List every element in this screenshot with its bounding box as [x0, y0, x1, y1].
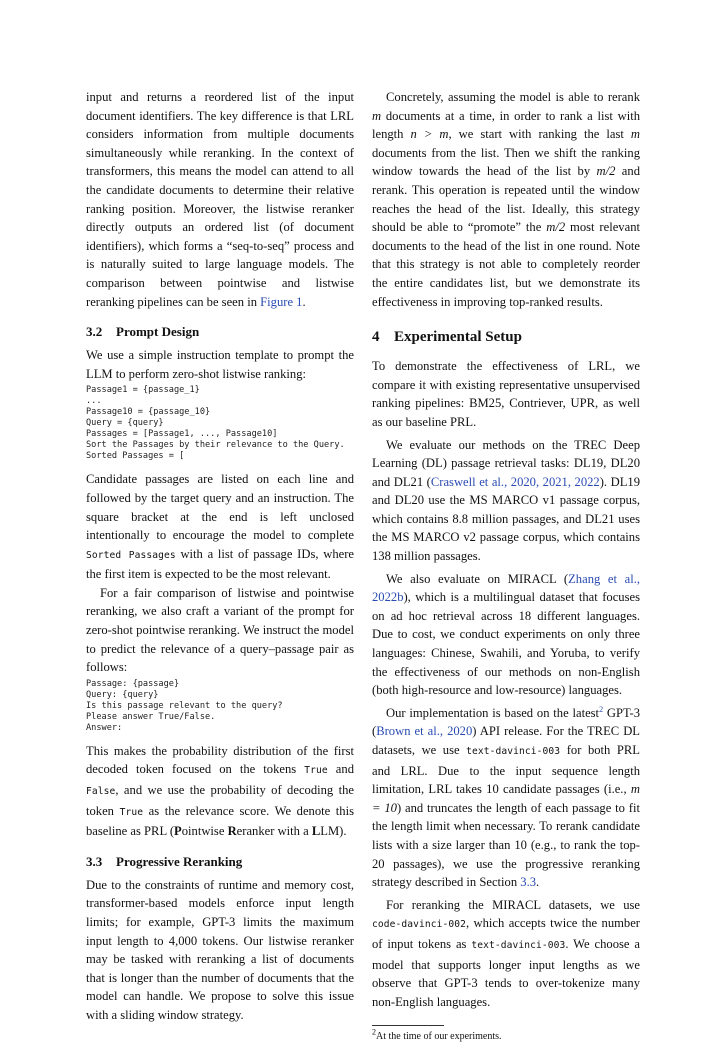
section-3-3-link[interactable]: 3.3	[520, 875, 537, 890]
paragraph-pointwise-variant: For a fair comparison of listwise and pointwise reranking, we also craft a variant of the prompt for zero-shot pointwise reranking. We instruct the model to predict the relevance of a query–passage pair as follows:	[86, 585, 354, 675]
figure-1-link[interactable]: Figure 1	[260, 294, 303, 309]
paragraph-miracl: We also evaluate on MIRACL (Zhang et al., 2022b), which is a multilingual dataset that focuses on ad hoc retrieval across 18 different languages. Due to cost, we conduct experiments on only three languages: Chinese, Swahili, and Yoruba, to verify the effectiveness of our methods on non-English (both high-resource and low-resource) languages.	[372, 571, 640, 698]
paragraph-prompt-intro: We use a simple instruction template to prompt the LLM to perform zero-shot listwise ranking:	[86, 348, 354, 381]
brown-citation-link[interactable]: Brown et al., 2020	[376, 724, 473, 739]
footnote-divider	[372, 1025, 444, 1026]
inline-code-text-davinci-003-2: text-davinci-003	[471, 939, 566, 951]
pointwise-prompt-template: Passage: {passage} Query: {query} Is this passage relevant to the query? Please answer True/False. Answer:	[86, 678, 283, 733]
section-heading-4: 4 Experimental Setup	[372, 329, 522, 346]
inline-code-true: True	[304, 765, 328, 777]
paragraph-probability: This makes the probability distribution of the first decoded token focused on the tokens True and False, and we use the probability of decoding the token True as the relevance score. We denote this baseline as PRL (Pointwise Reranker with a LLM).	[86, 743, 354, 839]
paragraph-intro-continued: input and returns a reordered list of the input document identifiers. The key difference is that LRL considers information from multiple documents simultaneously while reranking. In the context of transformers, this means the model can attend to all the candidate documents to determine their relative ranking position. Moreover, the listwise reranker directly outputs an ordered list (of document identifiers), which forms a “seq-to-seq” process and is naturally suited to large language models. The comparison between pointwise and listwise reranking pipelines can be seen in Figure 1.	[86, 90, 354, 309]
inline-code-text-davinci-003: text-davinci-003	[466, 746, 561, 757]
listwise-prompt-template: Passage1 = {passage_1} ... Passage10 = {passage_10} Query = {query} Passages = [Passage1, ..., Passage10] Sort the Passages by their relevance to the Query. Sorted Passages = [	[86, 385, 345, 462]
zhang-citation-link[interactable]: Zhang et al., 2022b	[372, 571, 640, 605]
paragraph-miracl-model: For reranking the MIRACL datasets, we use code-davinci-002, which accepts twice the number of input tokens as text-davinci-003. We choose a model that supports longer input lengths as we observe that GPT-3 tends to over-tokenize many non-English languages.	[372, 897, 640, 1009]
paragraph-constraints: Due to the constraints of runtime and memory cost, transformer-based models enforce input length limits; for example, GPT-3 limits the maximum input length to 4,000 tokens. Our listwise reranker may be tasked with reranking a list of documents that is longer than the number of documents that the model can handle. We propose to solve this issue with a sliding window strategy.	[86, 877, 354, 1022]
inline-code-code-davinci-002: code-davinci-002	[372, 919, 467, 931]
paragraph-candidate-passages: Candidate passages are listed on each line and followed by the target query and an instruction. The square bracket at the end is left unclosed intentionally to encourage the model to complete Sorted Passages with a list of passage IDs, where the first item is expected to be the most relevant.	[86, 472, 354, 582]
inline-code-false: False	[86, 786, 116, 798]
inline-code-sorted-passages: Sorted Passages	[86, 549, 176, 561]
craswell-citation-link[interactable]: Craswell et al., 2020, 2021, 2022	[430, 474, 600, 489]
right-column	[372, 88, 640, 1043]
footnote: $^2$At the time of our experiments.	[372, 1027, 502, 1043]
section-heading-3-2: 3.2 Prompt Design	[86, 324, 200, 340]
left-column	[86, 88, 354, 1025]
paragraph-trec-dl: We evaluate our methods on the TREC Deep Learning (DL) passage retrieval tasks: DL19, DL20 and DL21 (Craswell et al., 2020, 2021, 2022). DL19 and DL20 use the MS MARCO v1 passage corpus, which contains 8.8 million passages, and DL21 uses the MS MARCO v2 passage corpus, which contains 138 million passages.	[372, 437, 641, 564]
section-heading-3-3: 3.3 Progressive Reranking	[86, 853, 243, 869]
paragraph-implementation: Our implementation is based on the latest$^2$ GPT-3 (Brown et al., 2020) API release. For the TREC DL datasets, we use text-davinci-003 for both PRL and LRL. Due to the input sequence length limitation, LRL takes 10 candidate passages (i.e., m = 10) and truncates the length of each passage to fit the length limit when necessary. To rerank candidate lists with a size larger than 10 (e.g., to rank the top-20 passages), we use the progressive reranking strategy described in Section 3.3.	[372, 704, 640, 890]
footnote-marker[interactable]: 2	[599, 704, 604, 714]
paragraph-baselines: To demonstrate the effectiveness of LRL, we compare it with existing representative unsupervised ranking pipelines: BM25, Contriever, UPR, as well as our baseline PRL.	[372, 359, 640, 429]
inline-code-true-2: True	[119, 806, 144, 818]
paragraph-sliding-window: Concretely, assuming the model is able to rerank m documents at a time, in order to rank a list with length n > m, we start with ranking the last m documents from the list. Then we shift the ranking window towards the head of the list by m/2 and rerank. This operation is repeated until the window reaches the head of the list. Ideally, this strategy should be able to “promote” the m/2 most relevant documents to the head of the list in one round. Note that this strategy is not able to completely reorder the entire candidates list, but we demonstrate its effectiveness in improving top-ranked results.	[372, 90, 641, 309]
